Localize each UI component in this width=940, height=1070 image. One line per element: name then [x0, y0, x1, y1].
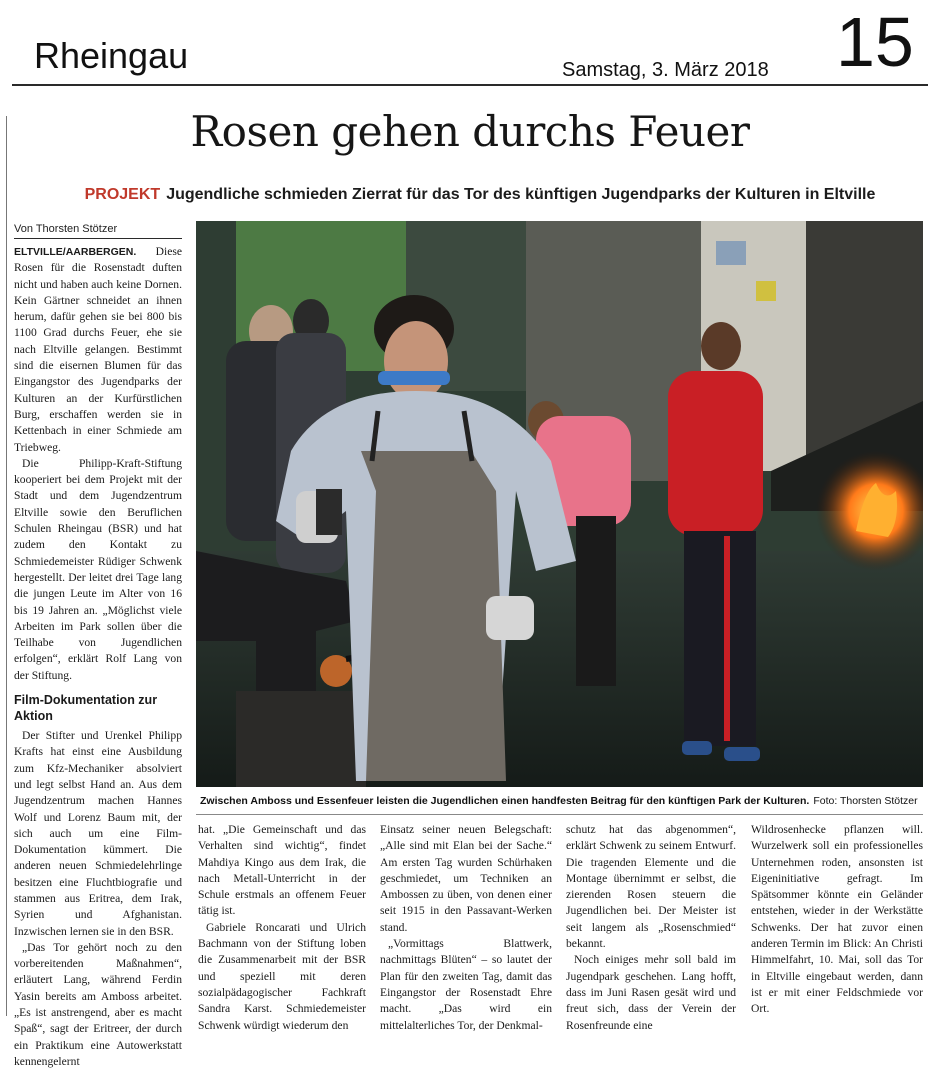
article-column-5 [751, 822, 923, 1018]
paragraph: Einsatz seiner neuen Belegschaft: „Alle sind mit Elan bei der Sache.“ Am ersten Tag wurden Schürhaken geschmiedet, um Techniken an Ambossen zu üben, von denen einer seit 1915 in den Passavant-Werken stand. [380, 823, 552, 934]
paragraph: Noch einiges mehr soll bald im Jugendpark geschehen. Lang hofft, dass im Juni Rasen gesät wird und freut sich, dass der Verein der Rosenfreunde eine [566, 953, 736, 1032]
article-column-3 [380, 822, 552, 1034]
paragraph: Wildrosenhecke pflanzen will. Wurzelwerk soll ein professionelles Unternehmen roden, ansonsten ist Eigeninitiative gefragt. Im Spätsommer könnte ein Geländer entstehen, wieder in der Werkstätte Schwenks. Der hat zuvor einen anderen Termin im Blick: An Christi Himmelfahrt, 10. Mai, soll das Tor in Eltville eingebaut werden, dann ist er mit einer Feldschmiede vor Ort. [751, 823, 923, 1016]
paragraph: „Das Tor gehört noch zu den vorbereitenden Maßnahmen“, erläutert Lang, während Ferdin Yasin bereits am Amboss arbeitet. „Es ist anstrengend, aber es macht Spaß“, sagt der Eritreer, der durch ein Praktikum eine Autowerkstatt kennengelernt [14, 940, 182, 1068]
article-photo [196, 221, 923, 787]
article-column-1 [14, 244, 182, 1070]
column-edge-rule [6, 116, 7, 1016]
kicker-text: Jugendliche schmieden Zierrat für das Tor des künftigen Jugendparks der Kulturen in Eltville [166, 186, 876, 203]
paragraph-text: Diese Rosen für die Rosenstadt duften nicht und haben auch keine Dornen. Kein Gärtner schneidet an ihnen herum, dafür gehen sie bei 800 bis 1100 Grad durchs Feuer, ehe sie nach Eltville gelangen. Bestimmt sind die eisernen Blumen für das Eingangstor des Jugendparks der Kulturen an der Kurfürstlichen Burg, erschaffen werden sie in Kettenbach in einer Schmiede am Triebweg. [14, 245, 182, 454]
paragraph: Der Stifter und Urenkel Philipp Krafts hat einst eine Ausbildung zum Kfz-Mechaniker absolviert und legt selbst Hand an. Aus dem Jugendzentrum machen Hannes Wolf und Lorenz Baum mit, der sich auch um eine Film-Dokumentation kümmert. Die anderen neuen Schmiedelehrlinge besitzen eine Fluchtbiografie und stammen aus Eritrea, dem Irak, Syrien und Afghanistan. Inzwischen lernen sie in den BSR. [14, 729, 182, 938]
paragraph: „Vormittags Blattwerk, nachmittags Blüten“ – so lautet der Plan für den zweiten Tag, damit das Eingangstor der Rosenstadt Ehre macht. „Das wird ein mittelalterliches Tor, der Denkmal- [380, 937, 552, 1032]
paragraph: Die Philipp-Kraft-Stiftung kooperiert bei dem Projekt mit der Stadt und dem Jugendzentrum Eltville sowie den Beruflichen Schulen Rheingau (BSR) und hat zudem den Kontakt zu Schmiedemeister Rüdiger Schwenk hergestellt. Der leitet drei Tage lang die jungen Leute im Alter von 16 bis 19 Jahren an. „Möglichst viele Arbeiten im Park sollen über die Teilhabe von Jugendlichen erfolgen“, erklärt Rolf Lang von der Stiftung. [14, 456, 182, 682]
paragraph: schutz hat das abgenommen“, erklärt Schwenk zu seinem Entwurf. Die tragenden Elemente und die Montage übernimmt er selbst, die zierenden Rosen steuern die Jugendlichen bei. Der Meister ist seit langem als „Rosenschmied“ bekannt. [566, 823, 736, 951]
issue-date: Samstag, 3. März 2018 [562, 59, 769, 81]
lead-paragraph [14, 244, 182, 456]
page-number: 15 [836, 3, 914, 81]
article-column-2 [198, 822, 366, 1034]
photo-credit: Foto: Thorsten Stötzer [813, 795, 918, 807]
byline-rule [14, 238, 182, 239]
byline: Von Thorsten Stötzer [14, 223, 118, 235]
dateline: ELTVILLE/AARBERGEN. [14, 246, 137, 258]
photo-caption [200, 794, 924, 808]
subheading: Film-Dokumentation zur Aktion [14, 693, 158, 724]
paragraph: hat. „Die Gemeinschaft und das Verhalten sind wichtig“, findet Mahdiya Kingo aus dem Irak, die nach Metall-Unterricht in der Schule erstmals an offenem Feuer tätig ist. [198, 823, 366, 918]
caption-rule [196, 814, 923, 815]
section-name: Rheingau [34, 35, 189, 76]
headline: Rosen gehen durchs Feuer [190, 107, 750, 156]
caption-text: Zwischen Amboss und Essenfeuer leisten die Jugendlichen einen handfesten Beitrag für den künftigen Park der Kulturen. [200, 795, 810, 807]
paragraph: Gabriele Roncarati und Ulrich Bachmann von der Stiftung loben die Zusammenarbeit mit der BSR und speziell mit deren sozialpädagogischer Fachkraft Sandra Karst. Schmiedemeister Schwenk würdigt wiederum den [198, 920, 366, 1032]
article-column-4 [566, 822, 736, 1034]
kicker-label: PROJEKT [84, 186, 161, 203]
kicker [40, 184, 920, 206]
masthead-rule [12, 84, 928, 86]
